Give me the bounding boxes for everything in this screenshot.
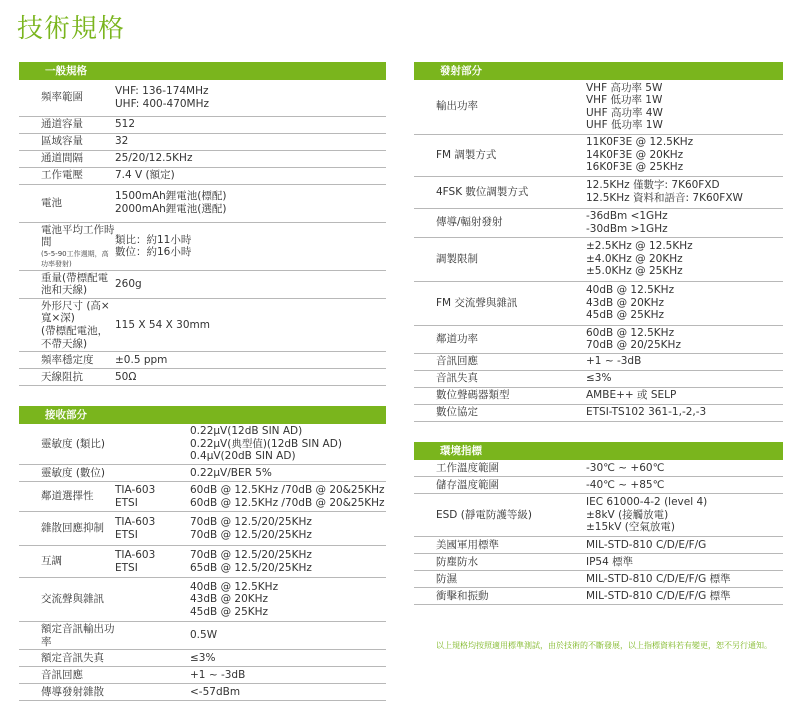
spec-value [586, 353, 783, 370]
spec-sublabel-text: TIA-603 [115, 483, 156, 496]
spec-value [115, 167, 386, 184]
spec-value-line: 40dB @ 12.5KHz [190, 580, 279, 593]
spec-label-text: FM 調製方式 [436, 148, 497, 161]
transmit-spec-table [414, 80, 783, 422]
spec-value-line: 25/20/12.5KHz [115, 152, 193, 165]
spec-label-text: 鄰道功率 [436, 332, 478, 345]
spec-value-line: ±8kV (接觸放電) [586, 508, 669, 521]
spec-label [414, 494, 586, 537]
spec-row [414, 571, 783, 588]
spec-label-text: 通道間隔 [41, 152, 83, 165]
spec-label [19, 578, 115, 622]
spec-value-line: IEC 61000-4-2 (level 4) [586, 496, 708, 509]
spec-label-text: 重量(帶標配電池和天線) [41, 271, 109, 297]
spec-value [586, 237, 783, 281]
spec-value [115, 369, 386, 386]
spec-sublabel [115, 482, 190, 512]
spec-label [414, 588, 586, 605]
transmit-section-header: 發射部分 [414, 62, 783, 80]
spec-label-text: 工作電壓 [41, 169, 83, 182]
spec-value [190, 622, 386, 650]
spec-label-text: 數位協定 [436, 406, 478, 419]
spec-value-line: 1500mAh鋰電池(標配) [115, 190, 227, 203]
spec-value [115, 80, 386, 116]
spec-value-line: UHF 高功率 4W [586, 106, 663, 119]
spec-row [414, 554, 783, 571]
spec-value-line: +1 ~ -3dB [586, 355, 642, 368]
spec-value-line: VHF: 136-174MHz [115, 85, 209, 98]
spec-value-line: UHF: 400-470MHz [115, 97, 210, 110]
spec-row [414, 281, 783, 325]
spec-value [115, 116, 386, 133]
spec-value-line: ±2.5KHz @ 12.5KHz [586, 240, 693, 253]
spec-row [19, 482, 386, 512]
spec-label [414, 353, 586, 370]
receive-spec-table [19, 424, 386, 701]
spec-label [414, 237, 586, 281]
spec-label-text: 額定音訊輸出功率 [41, 623, 115, 648]
spec-label-text-2: (帶標配電池，不帶天線) [41, 325, 109, 350]
spec-label [19, 222, 115, 270]
spec-value-line: 40dB @ 12.5KHz [586, 284, 675, 297]
general-spec-table [19, 80, 386, 386]
spec-value-line: ±0.5 ppm [115, 353, 168, 366]
spec-sublabel [115, 578, 190, 622]
spec-value-line: 70dB @ 12.5/20/25KHz [190, 515, 312, 528]
spec-value-line: 12.5KHz 僅數字: 7K60FXD [586, 179, 720, 192]
spec-value-line: 數位：約16小時 [115, 246, 192, 259]
spec-label-text: 區域容量 [41, 135, 83, 148]
spec-row [19, 546, 386, 578]
spec-label [414, 477, 586, 494]
spec-label-text: 音訊失真 [436, 372, 478, 385]
spec-value-line: -36dBm <1GHz [586, 209, 668, 222]
spec-row [19, 650, 386, 667]
spec-value-line: -30℃ ~ +60℃ [586, 461, 665, 474]
spec-label [19, 167, 115, 184]
spec-sublabel [115, 650, 190, 667]
right-column [414, 62, 783, 605]
spec-value [586, 176, 783, 208]
spec-sublabel-text: ETSI [115, 561, 138, 574]
spec-value [190, 465, 386, 482]
environment-section-header: 環境指標 [414, 442, 783, 460]
spec-row [19, 270, 386, 298]
spec-value-line: 7.4 V (額定) [115, 169, 175, 182]
spec-sublabel [115, 684, 190, 701]
spec-value [190, 684, 386, 701]
spec-value-line: 43dB @ 20KHz [190, 593, 269, 606]
spec-value-line: 2000mAh鋰電池(選配) [115, 203, 227, 215]
spec-row [414, 477, 783, 494]
spec-label-text: 4FSK 數位調製方式 [436, 185, 529, 198]
spec-value-line: 70dB @ 12.5/20/25KHz [190, 528, 312, 541]
spec-value [586, 460, 783, 477]
spec-label [19, 184, 115, 222]
spec-value-line: 0.4μV(20dB SIN AD) [190, 450, 296, 463]
spec-label-text: FM 交流聲與雜訊 [436, 296, 518, 309]
spec-label [414, 554, 586, 571]
spec-value-line: -40℃ ~ +85℃ [586, 478, 665, 491]
spec-value-line: 0.22μV(12dB SIN AD) [190, 425, 303, 438]
spec-value-line: -30dBm >1GHz [586, 222, 668, 235]
spec-label-text: 通道容量 [41, 118, 83, 131]
spec-row [19, 167, 386, 184]
spec-row [414, 134, 783, 176]
spec-label [19, 482, 115, 512]
spec-label [19, 465, 115, 482]
spec-value-line: 0.22μV(典型值)(12dB SIN AD) [190, 437, 342, 450]
spec-value-line: 45dB @ 25KHz [190, 605, 269, 618]
spec-value [190, 578, 386, 622]
spec-row [414, 404, 783, 421]
spec-value [115, 352, 386, 369]
spec-value-line: 類比：約11小時 [115, 233, 192, 246]
spec-label [19, 133, 115, 150]
spec-label-text: ESD (靜電防護等級) [436, 508, 532, 521]
spec-label-text: 電池 [41, 196, 62, 209]
spec-row [19, 684, 386, 701]
spec-value-line: 115 X 54 X 30mm [115, 318, 210, 331]
spec-label [414, 80, 586, 134]
spec-row [414, 370, 783, 387]
spec-label [19, 667, 115, 684]
spec-value-line: ETSI-TS102 361-1,-2,-3 [586, 406, 707, 419]
spec-value [586, 80, 783, 134]
spec-value [190, 512, 386, 546]
page-title: 技術規格 [17, 14, 126, 44]
spec-value [190, 482, 386, 512]
spec-row [414, 208, 783, 237]
spec-label [19, 80, 115, 116]
spec-sublabel-text: ETSI [115, 528, 138, 541]
spec-label-text: 傳導發射雜散 [41, 685, 104, 698]
spec-value-line: 50Ω [115, 370, 137, 383]
spec-value [586, 325, 783, 353]
spec-row [19, 512, 386, 546]
spec-value-line: <-57dBm [190, 685, 241, 698]
spec-label-text: 傳導/輻射發射 [436, 216, 503, 229]
spec-label [414, 325, 586, 353]
left-column [19, 62, 386, 701]
spec-value [115, 184, 386, 222]
spec-sublabel [115, 546, 190, 578]
spec-value-line: 512 [115, 118, 136, 131]
spec-label-text: 靈敏度 (數位) [41, 466, 106, 479]
spec-value-line: 32 [115, 135, 129, 148]
spec-value [190, 424, 386, 464]
spec-row [414, 588, 783, 605]
spec-row [19, 222, 386, 270]
spec-value [586, 281, 783, 325]
spec-label-text: 輸出功率 [436, 100, 478, 113]
spec-value-line: 43dB @ 20KHz [586, 296, 665, 309]
spec-row [414, 325, 783, 353]
spec-value-line: VHF 高功率 5W [586, 81, 663, 94]
spec-value-line: ±5.0KHz @ 25KHz [586, 265, 683, 278]
spec-label-text: 電池平均工作時間 [41, 223, 115, 249]
spec-sublabel-text: TIA-603 [115, 548, 156, 561]
spec-label [414, 387, 586, 404]
general-section-header: 一般規格 [19, 62, 386, 80]
spec-value [190, 650, 386, 667]
spec-row [414, 353, 783, 370]
spec-row [19, 133, 386, 150]
spec-sublabel [115, 424, 190, 464]
spec-value-line: 70dB @ 12.5/20/25KHz [190, 548, 312, 561]
spec-label-text: 儲存溫度範圍 [436, 478, 499, 491]
spec-label-text: 雜散回應抑制 [41, 522, 104, 535]
spec-value [586, 404, 783, 421]
spec-row [19, 80, 386, 116]
spec-row [19, 369, 386, 386]
spec-sublabel [115, 512, 190, 546]
spec-value [115, 298, 386, 351]
spec-label-text: 美國軍用標準 [436, 538, 499, 551]
spec-value [586, 494, 783, 537]
disclaimer-footnote: 以上規格均按照適用標準測試，由於技術的不斷發展，以上指標資料若有變更，恕不另行通知。 [436, 641, 772, 650]
spec-row [414, 237, 783, 281]
spec-value [586, 208, 783, 237]
spec-value-line: ≤3% [586, 372, 612, 385]
spec-value-line: 65dB @ 12.5/20/25KHz [190, 561, 312, 574]
spec-label [414, 281, 586, 325]
spec-label-text: 衝擊和振動 [436, 589, 489, 602]
spec-label-text: 音訊回應 [436, 355, 478, 368]
spec-value [115, 270, 386, 298]
spec-label [414, 176, 586, 208]
spec-value [190, 546, 386, 578]
spec-value-line: +1 ~ -3dB [190, 668, 246, 681]
spec-label [19, 150, 115, 167]
spec-label-text: 交流聲與雜訊 [41, 593, 104, 606]
spec-value-line: 12.5KHz 資料和語音: 7K60FXW [586, 192, 743, 204]
spec-label [414, 370, 586, 387]
spec-label-text: 音訊回應 [41, 668, 83, 681]
spec-sublabel [115, 465, 190, 482]
spec-value [586, 134, 783, 176]
spec-row [19, 622, 386, 650]
spec-value-line: 14K0F3E @ 20KHz [586, 148, 684, 161]
spec-label [19, 684, 115, 701]
spec-row [414, 537, 783, 554]
spec-label-text: 頻率穩定度 [41, 353, 94, 366]
spec-label-note: (5-5-90工作週期，高功率發射) [41, 249, 109, 268]
spec-label [19, 650, 115, 667]
spec-value-line: MIL-STD-810 C/D/E/F/G 標準 [586, 572, 731, 585]
spec-label [19, 352, 115, 369]
spec-value-line: IP54 標準 [586, 555, 634, 568]
spec-label [19, 116, 115, 133]
spec-value [115, 222, 386, 270]
spec-label [414, 537, 586, 554]
spec-row [19, 667, 386, 684]
spec-value-line: 0.5W [190, 629, 218, 642]
spec-value-line: MIL-STD-810 C/D/E/F/G 標準 [586, 589, 731, 602]
receive-section-header: 接收部分 [19, 406, 386, 424]
spec-value [190, 667, 386, 684]
section-spacer [414, 422, 783, 442]
spec-label [414, 404, 586, 421]
spec-row [19, 424, 386, 464]
spec-row [19, 352, 386, 369]
spec-value [586, 477, 783, 494]
spec-row [19, 150, 386, 167]
spec-value [115, 150, 386, 167]
spec-value [586, 370, 783, 387]
spec-label-text: 頻率範圍 [41, 91, 83, 104]
spec-label-text: 天線阻抗 [41, 370, 83, 383]
spec-label-text: 額定音訊失真 [41, 651, 104, 664]
spec-value-line: 11K0F3E @ 12.5KHz [586, 136, 694, 149]
spec-value-line: 60dB @ 12.5KHz /70dB @ 20&25KHz [190, 483, 385, 496]
spec-row [414, 460, 783, 477]
spec-row [414, 494, 783, 537]
spec-value-line: 0.22μV/BER 5% [190, 466, 272, 479]
spec-value-line: 45dB @ 25KHz [586, 309, 665, 322]
spec-value-line: ≤3% [190, 651, 216, 664]
spec-value [586, 554, 783, 571]
spec-row [19, 298, 386, 351]
spec-label [19, 298, 115, 351]
spec-label [19, 546, 115, 578]
spec-value-line: 260g [115, 277, 142, 290]
spec-label-text: 防濕 [436, 572, 457, 585]
spec-value-line: 60dB @ 12.5KHz [586, 326, 675, 339]
spec-value-line: ±15kV (空氣放電) [586, 521, 675, 534]
spec-label-text: 工作溫度範圍 [436, 461, 499, 474]
spec-value-line: ±4.0KHz @ 20KHz [586, 252, 683, 265]
spec-value-line: 60dB @ 12.5KHz /70dB @ 20&25KHz [190, 496, 385, 509]
spec-label [19, 512, 115, 546]
spec-value [586, 537, 783, 554]
spec-sublabel [115, 667, 190, 684]
spec-row [19, 578, 386, 622]
spec-label [19, 369, 115, 386]
spec-value [115, 133, 386, 150]
spec-value-line: 70dB @ 20/25KHz [586, 339, 681, 352]
spec-label [19, 622, 115, 650]
spec-value-line: MIL-STD-810 C/D/E/F/G [586, 538, 707, 551]
environment-spec-table [414, 460, 783, 606]
spec-row [19, 465, 386, 482]
spec-label [19, 424, 115, 464]
spec-label [414, 134, 586, 176]
spec-row [19, 116, 386, 133]
spec-sublabel-text: TIA-603 [115, 515, 156, 528]
spec-value-line: UHF 低功率 1W [586, 119, 663, 132]
spec-label-text: 互調 [41, 555, 62, 568]
spec-value [586, 387, 783, 404]
section-spacer [19, 386, 386, 406]
spec-label [414, 460, 586, 477]
spec-label-text: 調製限制 [436, 252, 478, 265]
spec-value-line: AMBE++ 或 SELP [586, 389, 677, 402]
spec-label-text: 外形尺寸 (高×寬×深) [41, 299, 110, 325]
spec-row [19, 184, 386, 222]
spec-sublabel-text: ETSI [115, 496, 138, 509]
spec-row [414, 176, 783, 208]
spec-label-text: 數位聲碼器類型 [436, 389, 510, 402]
spec-value-line: 16K0F3E @ 25KHz [586, 161, 684, 174]
spec-row [414, 80, 783, 134]
spec-sublabel [115, 622, 190, 650]
spec-label [414, 208, 586, 237]
spec-row [414, 387, 783, 404]
spec-value [586, 571, 783, 588]
spec-value-line: VHF 低功率 1W [586, 94, 663, 107]
spec-label [414, 571, 586, 588]
spec-label [19, 270, 115, 298]
spec-label-text: 鄰道選擇性 [41, 490, 94, 503]
spec-label-text: 靈敏度 (類比) [41, 437, 106, 450]
spec-value [586, 588, 783, 605]
spec-label-text: 防塵防水 [436, 555, 478, 568]
